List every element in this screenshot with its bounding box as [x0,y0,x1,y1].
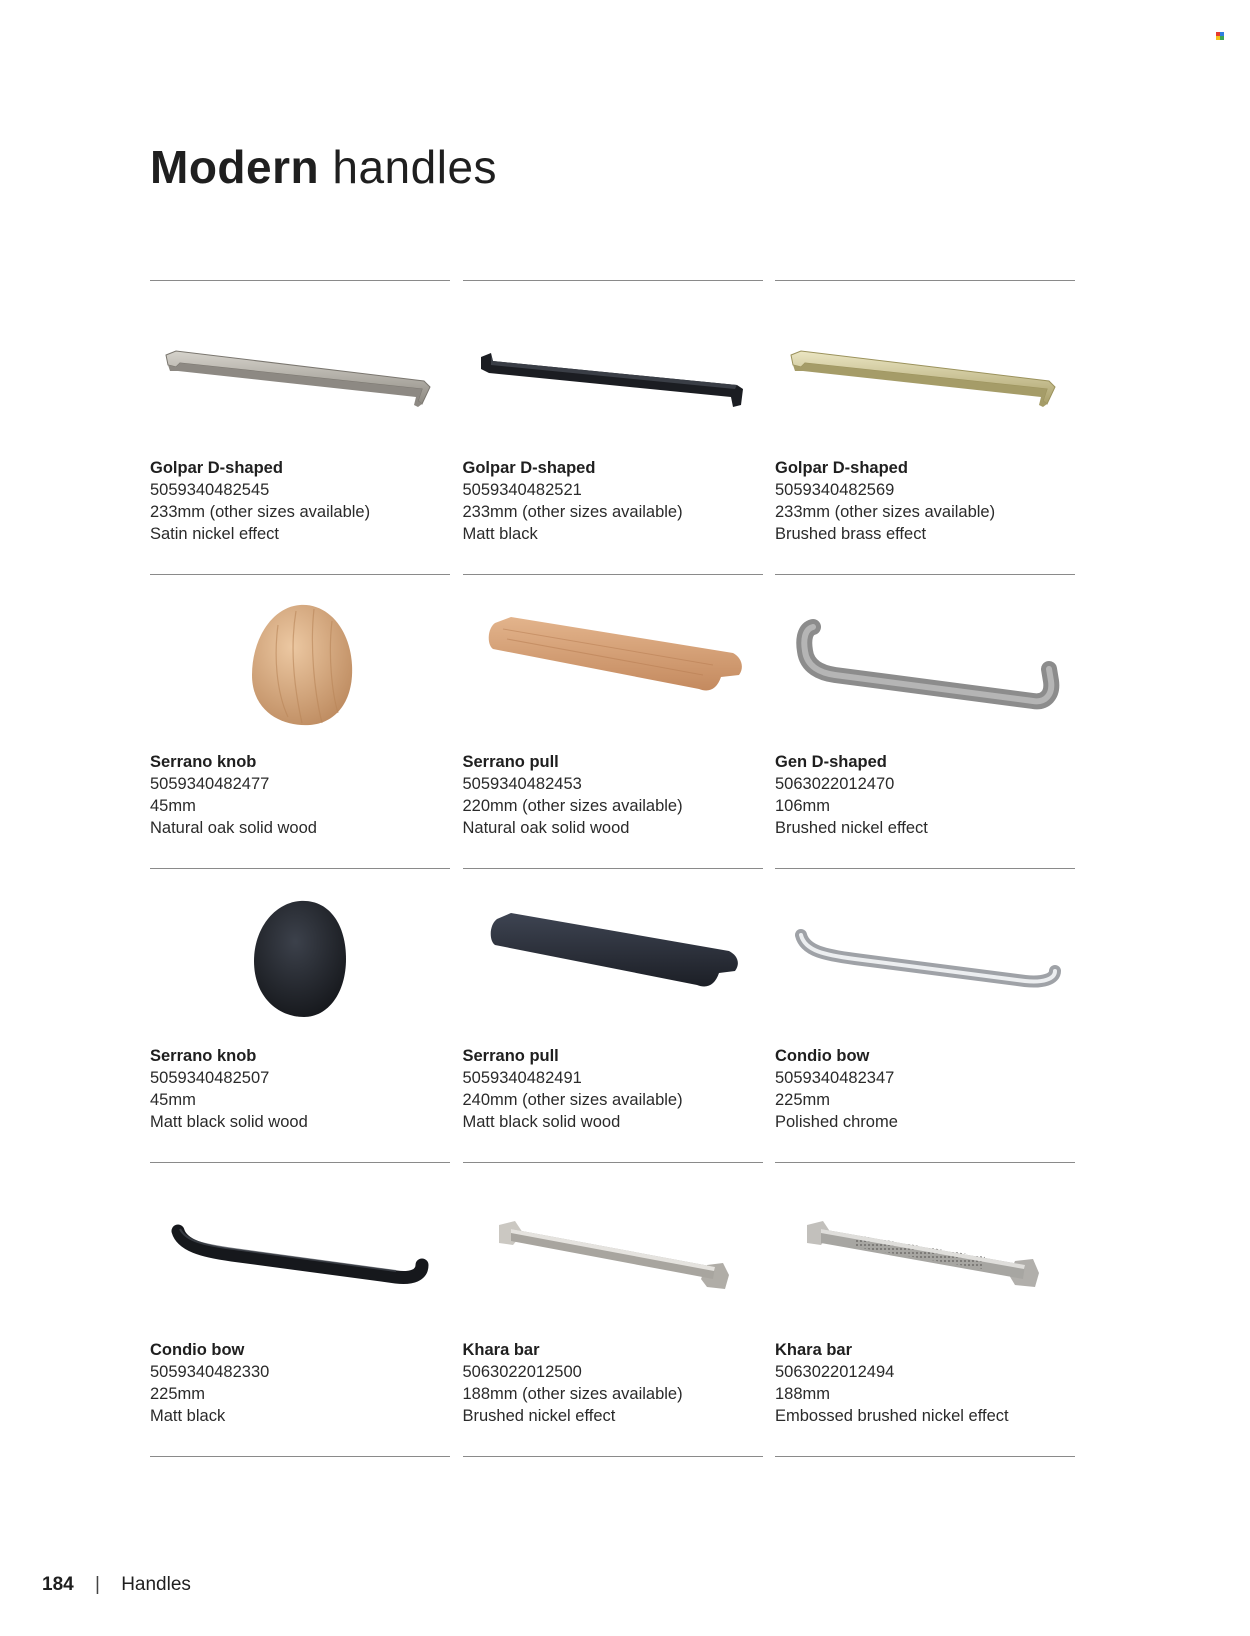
product-row [150,1162,1075,1456]
product-finish: Polished chrome [775,1113,898,1131]
d-shaped-bar-handle-image [463,301,763,441]
d-shaped-bar-handle-icon [150,301,450,441]
bottom-divider [150,1456,1075,1457]
bar-handle-image [775,1183,1075,1323]
product-code: 5059340482521 [462,481,582,499]
product-finish: Matt black solid wood [462,1113,621,1131]
black-pull-icon [463,889,763,1029]
pull-image [463,595,763,735]
product-info [775,1045,898,1133]
d-shaped-bar-handle-icon [775,301,1075,441]
chrome-bow-icon [775,889,1075,1029]
product-name: Khara bar [775,1341,853,1359]
divider-line [775,1456,1075,1457]
product-name: Golpar D-shaped [150,459,283,477]
product-card[interactable] [463,574,763,868]
product-card[interactable] [150,868,450,1162]
product-name: Serrano pull [462,1047,559,1065]
knob-image [150,595,450,735]
product-card[interactable] [150,574,450,868]
pull-image [463,889,763,1029]
d-shaped-bar-handle-image [775,301,1075,441]
bar-handle-image [463,1183,763,1323]
product-row [150,868,1075,1162]
product-code: 5059340482330 [150,1363,270,1381]
curved-bow-image [150,1183,450,1323]
product-info [775,1339,1009,1427]
product-size: 188mm [775,1385,831,1403]
product-finish: Brushed brass effect [775,525,927,543]
product-row [150,574,1075,868]
footer-separator: | [94,1574,100,1595]
embossed-bar-handle-icon [775,1183,1075,1323]
d-shaped-bar-handle-icon [463,301,763,441]
product-info [150,751,317,839]
product-size: 225mm [150,1385,206,1403]
black-bow-icon [150,1183,450,1323]
d-shaped-bow-icon [775,595,1075,735]
wooden-pull-icon [463,595,763,735]
product-finish: Brushed nickel effect [462,1407,616,1425]
product-name: Serrano knob [150,753,257,771]
product-card[interactable] [775,574,1075,868]
product-name: Golpar D-shaped [462,459,596,477]
product-code: 5059340482347 [775,1069,895,1087]
product-size: 225mm [775,1091,831,1109]
page-number: 184 [42,1574,74,1595]
product-code: 5059340482491 [462,1069,582,1087]
product-info [775,457,995,545]
product-size: 188mm (other sizes available) [462,1385,683,1403]
product-finish: Natural oak solid wood [462,819,630,837]
bar-handle-icon [463,1183,763,1323]
product-info [463,1339,683,1427]
product-code: 5059340482545 [150,481,270,499]
page-title-bold: Modern [150,141,320,193]
product-name: Khara bar [462,1341,540,1359]
black-knob-icon [150,889,450,1029]
product-info [150,457,370,545]
product-size: 233mm (other sizes available) [462,503,683,521]
product-size: 45mm [150,1091,196,1109]
product-code: 5059340482453 [462,775,582,793]
curved-bow-image [775,889,1075,1029]
product-code: 5059340482569 [775,481,895,499]
divider-line [463,1456,763,1457]
product-finish: Natural oak solid wood [150,819,317,837]
product-name: Gen D-shaped [775,753,887,771]
product-info [463,751,683,839]
product-size: 233mm (other sizes available) [150,503,371,521]
product-card[interactable] [150,1162,450,1456]
product-name: Condio bow [775,1047,870,1065]
product-size: 220mm (other sizes available) [462,797,683,815]
section-name: Handles [121,1574,191,1595]
product-card[interactable] [775,868,1075,1162]
color-mark-icon [1216,32,1224,40]
divider-line [150,1456,450,1457]
product-size: 106mm [775,797,831,815]
page-title-light: handles [332,141,498,193]
product-info [463,1045,683,1133]
product-card[interactable] [775,280,1075,574]
product-grid [150,280,1075,1456]
product-card[interactable] [463,868,763,1162]
product-finish: Brushed nickel effect [775,819,928,837]
wooden-knob-icon [150,595,450,735]
product-size: 233mm (other sizes available) [775,503,996,521]
product-info [463,457,683,545]
product-info [150,1045,308,1133]
product-code: 5063022012494 [775,1363,895,1381]
page-title [150,140,497,194]
knob-image [150,889,450,1029]
product-code: 5059340482477 [150,775,270,793]
d-shaped-bar-handle-image [150,301,450,441]
product-name: Condio bow [150,1341,245,1359]
page-footer [42,1574,191,1596]
product-finish: Matt black solid wood [150,1113,308,1131]
product-card[interactable] [463,1162,763,1456]
product-code: 5063022012500 [462,1363,582,1381]
product-finish: Matt black [150,1407,226,1425]
product-name: Golpar D-shaped [775,459,908,477]
product-size: 240mm (other sizes available) [462,1091,683,1109]
product-row [150,280,1075,574]
product-code: 5063022012470 [775,775,895,793]
product-card[interactable] [150,280,450,574]
product-name: Serrano pull [462,753,559,771]
product-name: Serrano knob [150,1047,257,1065]
product-code: 5059340482507 [150,1069,270,1087]
product-card[interactable] [775,1162,1075,1456]
product-info [775,751,928,839]
product-finish: Satin nickel effect [150,525,280,543]
product-size: 45mm [150,797,196,815]
product-info [150,1339,269,1427]
product-finish: Matt black [462,525,538,543]
product-card[interactable] [463,280,763,574]
bow-handle-image [775,595,1075,735]
product-finish: Embossed brushed nickel effect [775,1407,1009,1425]
